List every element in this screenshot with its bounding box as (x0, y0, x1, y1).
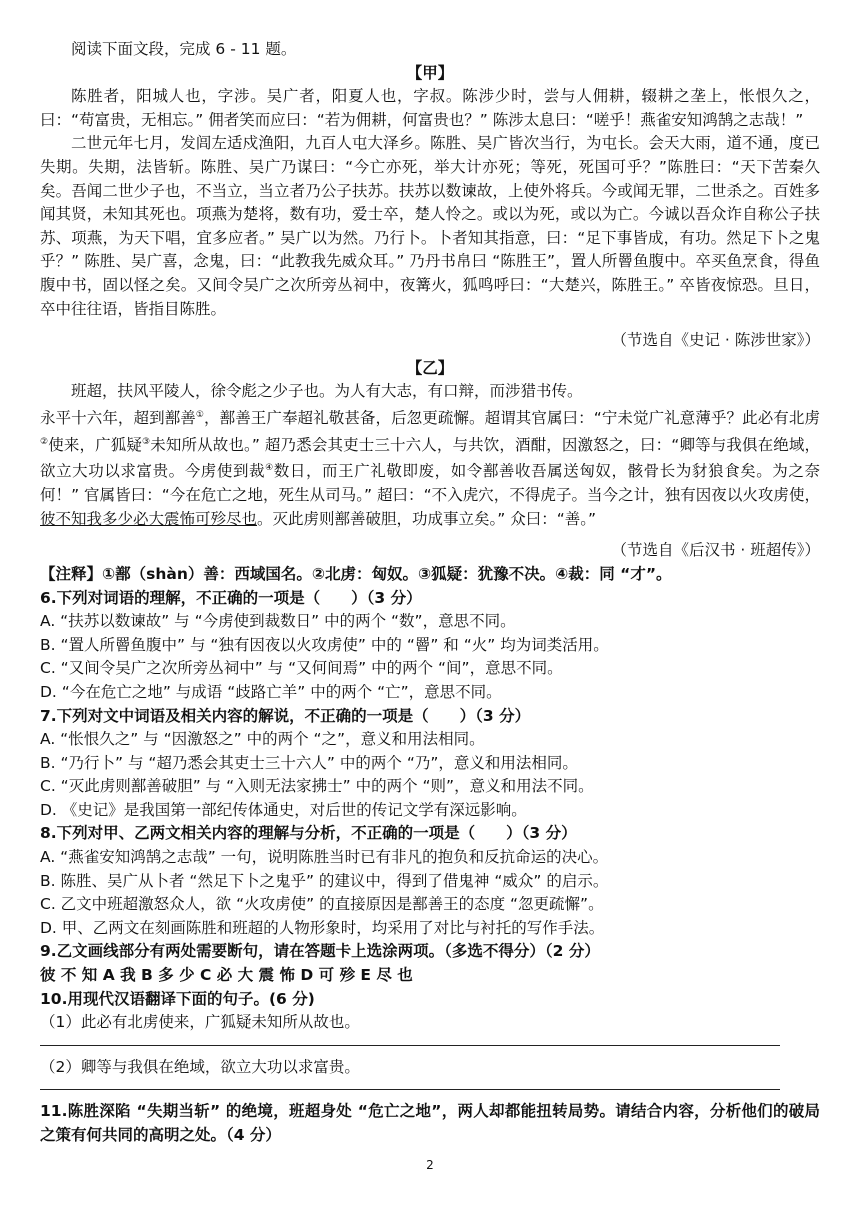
question-9-stem: 9.乙文画线部分有两处需要断句，请在答题卡上选涂两项。（多选不得分）（2 分） (40, 942, 600, 961)
question-9-options: 彼 不 知 A 我 B 多 少 C 必 大 震 怖 D 可 殄 E 尽 也 (40, 966, 413, 985)
question-8-option-c: C. 乙文中班超激怒众人，欲 “火攻虏使” 的直接原因是鄯善王的态度 “忽更疏懈”。 (40, 895, 604, 914)
question-6-option-a: A. “扶苏以数谏故” 与 “今虏使到裁数日” 中的两个 “数”，意思不同。 (40, 612, 516, 631)
jia-paragraph-2: 二世元年七月，发闾左适戍渔阳，九百人屯大泽乡。陈胜、吴广皆次当行，为屯长。会天大雨，道不通，度已失期。失期，法皆斩。陈胜、吴广乃谋曰：“今亡亦死，举大计亦死；等死，死国可乎？”陈胜曰：“天下苦秦久矣。吾闻二世少子也，不当立，当立者乃公子扶苏。扶苏以数谏故，上使外将兵。今或闻无罪，二世杀之。百姓多闻其贤，未知其死也。项燕为楚将，数有功，爱士卒，楚人怜之。或以为死，或以为亡。今诚以吾众诈自称公子扶苏、项燕，为天下唱，宜多应者。” 吴广以为然。乃行卜。卜者知其指意，曰：“足下事皆成，有功。然足下卜之鬼乎？” 陈胜、吴广喜，念鬼，曰：“此教我先威众耳。” 乃丹书帛曰 “陈胜王”，置人所罾鱼腹中。卒买鱼烹食，得鱼腹中书，固以怪之矣。又间令吴广之次所旁丛祠中，夜篝火，狐鸣呼曰：“大楚兴，陈胜王。” 卒皆夜惊恐。旦日，卒中往往语，皆指目陈胜。 (40, 134, 820, 318)
yi-text-f: 。灭此虏则鄯善破胆，功成事立矣。” 众曰：“善。” (257, 509, 597, 528)
yi-text-e: 数日，而王广礼敬即废，如令鄯善收吾属送匈奴，骸骨长为豺狼食矣。为之奈何！” 官属皆曰：“今在危亡之地，死生从司马。” 超曰：“不入虎穴，不得虎子。当今之计，独有因夜以火攻虏使， (40, 462, 820, 505)
yi-text-c: 使来，广狐疑 (48, 435, 142, 454)
question-10-sentence-1: （1）此必有北虏使来，广狐疑未知所从故也。 (40, 1013, 360, 1032)
jia-paragraph-1: 陈胜者，阳城人也，字涉。吴广者，阳夏人也，字叔。陈涉少时，尝与人佣耕，辍耕之垄上，怅恨久之，曰：“苟富贵，无相忘。” 佣者笑而应曰：“若为佣耕，何富贵也？” 陈涉太息曰：“嗟乎！燕雀安知鸿鹄之志哉！” (40, 87, 820, 129)
question-7-option-c: C. “灭此虏则鄯善破胆” 与 “入则无法家拂士” 中的两个 “则”，意义和用法不同。 (40, 777, 594, 796)
yi-paragraph-1: 班超，扶风平陵人，徐令彪之少子也。为人有大志，有口辩，而涉猎书传。 (71, 382, 583, 401)
question-8-option-a: A. “燕雀安知鸿鹄之志哉” 一句，说明陈胜当时已有非凡的抱负和反抗命运的决心。 (40, 848, 609, 867)
note-marker-3: ③ (141, 436, 151, 447)
page-number: 2 (426, 1158, 434, 1172)
question-7-option-d: D. 《史记》是我国第一部纪传体通史，对后世的传记文学有深远影响。 (40, 800, 527, 819)
answer-line-2[interactable] (40, 1079, 780, 1090)
question-7-option-a: A. “怅恨久之” 与 “因激怒之” 中的两个 “之”，意义和用法相同。 (40, 730, 485, 749)
answer-line-1[interactable] (40, 1035, 780, 1046)
yi-heading: 【乙】 (406, 358, 454, 377)
question-10-stem: 10.用现代汉语翻译下面的句子。(6 分) (40, 989, 315, 1008)
yi-source: （节选自《后汉书 · 班超传》） (611, 541, 820, 560)
question-11-stem: 11.陈胜深陷 “失期当斩” 的绝境，班超身处 “危亡之地”，两人却都能扭转局势。请结合内容，分析他们的破局之策有何共同的高明之处。（4 分） (40, 1102, 820, 1144)
jia-heading: 【甲】 (406, 63, 454, 82)
question-8-option-d: D. 甲、乙两文在刻画陈胜和班超的人物形象时，均采用了对比与衬托的写作手法。 (40, 918, 605, 937)
note-marker-2: ② (40, 436, 49, 447)
question-10-sentence-2: （2）卿等与我俱在绝域，欲立大功以求富贵。 (40, 1057, 360, 1076)
note-marker-4: ④ (265, 463, 274, 474)
underlined-sentence: 彼不知我多少必大震怖可殄尽也 (40, 509, 258, 528)
annotations: 【注释】①鄯（shàn）善：西域国名。②北虏：匈奴。③狐疑：犹豫不决。④裁：同 “才”。 (40, 564, 672, 583)
note-marker-1: ① (195, 409, 205, 420)
question-7-stem: 7.下列对文中词语及相关内容的解说，不正确的一项是（ ）（3 分） (40, 706, 531, 725)
yi-text-d: 未知所从故也。” 超乃悉会其吏士三十六人，与共饮，酒酣，因激怒之，曰：“卿等与我俱在绝域，欲立大功以求富贵。今虏使到裁 (40, 435, 820, 481)
question-8-stem: 8.下列对甲、乙两文相关内容的理解与分析，不正确的一项是（ ）（3 分） (40, 824, 577, 843)
yi-text-b: ，鄯善王广奉超礼敬甚备，后忽更疏懈。超谓其官属曰：“宁未觉广礼意薄乎？此必有北虏 (204, 409, 820, 428)
question-6-stem: 6.下列对词语的理解，不正确的一项是（ ）（3 分） (40, 588, 422, 607)
question-8-option-b: B. 陈胜、吴广从卜者 “然足下卜之鬼乎” 的建议中，得到了借鬼神 “威众” 的启示。 (40, 871, 609, 890)
yi-paragraph-2 (40, 404, 820, 531)
exam-page (40, 38, 820, 1148)
question-7-option-b: B. “乃行卜” 与 “超乃悉会其吏士三十六人” 中的两个 “乃”，意义和用法相同。 (40, 753, 578, 772)
yi-text-a: 永平十六年，超到鄯善 (40, 409, 196, 428)
question-6-option-c: C. “又间令吴广之次所旁丛祠中” 与 “又何间焉” 中的两个 “间”，意思不同。 (40, 659, 563, 678)
jia-source: （节选自《史记 · 陈涉世家》） (611, 331, 820, 350)
question-6-option-d: D. “今在危亡之地” 与成语 “歧路亡羊” 中的两个 “亡”，意思不同。 (40, 682, 502, 701)
question-6-option-b: B. “置人所罾鱼腹中” 与 “独有因夜以火攻虏使” 中的 “罾” 和 “火” 均为词类活用。 (40, 635, 609, 654)
instruction: 阅读下面文段，完成 6 - 11 题。 (71, 40, 297, 58)
